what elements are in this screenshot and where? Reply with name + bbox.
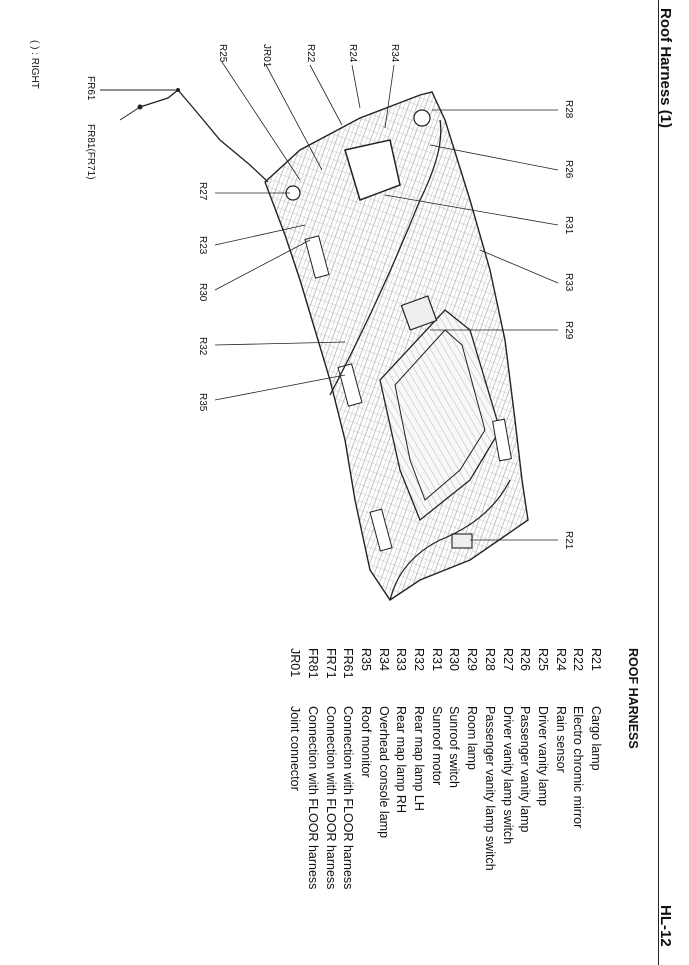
- harness-wire: [140, 90, 268, 182]
- legend-code: FR81: [305, 648, 320, 679]
- callout-fr61: FR61: [85, 76, 96, 101]
- legend-description: Roof monitor: [358, 706, 373, 778]
- legend-description: Overhead console lamp: [376, 706, 391, 839]
- callout-r31: R31: [563, 216, 574, 235]
- callout-fr81: FR81(FR71): [85, 124, 96, 180]
- callout-r28: R28: [563, 100, 574, 119]
- legend-description: Driver vanity lamp switch: [500, 706, 515, 845]
- legend-description: Room lamp: [465, 706, 480, 770]
- legend-code: R33: [394, 648, 409, 671]
- legend-description: Connection with FLOOR harness: [323, 706, 338, 890]
- legend-code: R25: [535, 648, 550, 671]
- callout-jr01: JR01: [261, 44, 272, 68]
- legend-description: Rain sensor: [553, 706, 568, 773]
- legend-item: [412, 648, 426, 811]
- legend-heading: ROOF HARNESS: [626, 648, 640, 749]
- legend-code: R21: [589, 648, 603, 671]
- legend-code: R30: [447, 648, 462, 671]
- legend-description: Passenger vanity lamp switch: [482, 706, 497, 871]
- legend-code: FR71: [323, 648, 338, 679]
- callout-r32: R32: [197, 337, 208, 356]
- callout-r25: R25: [217, 44, 228, 63]
- legend-code: R22: [571, 648, 586, 671]
- page-title: Roof Harness (1): [657, 8, 674, 129]
- legend-description: Rear map lamp RH: [394, 706, 409, 813]
- callout-r22: R22: [305, 44, 316, 63]
- legend-description: Connection with FLOOR harness: [305, 706, 320, 890]
- callout-r29: R29: [563, 321, 574, 340]
- legend-item: [536, 648, 550, 806]
- callout-r34: R34: [389, 44, 400, 63]
- legend-code: R32: [412, 648, 426, 671]
- legend-item: [324, 648, 338, 889]
- legend-description: Rear map lamp LH: [412, 706, 426, 811]
- legend-description: Sunroof switch: [447, 706, 462, 788]
- legend-item: [554, 648, 568, 773]
- page-code: HL-12: [657, 905, 674, 947]
- callout-r24: R24: [347, 44, 358, 63]
- legend-code: R26: [518, 648, 533, 671]
- legend-item: [359, 648, 373, 778]
- legend-item: [377, 648, 391, 838]
- legend-code: R35: [358, 648, 373, 671]
- callout-r33: R33: [563, 273, 574, 292]
- legend-code: R28: [482, 648, 497, 671]
- legend-description: Electro chromic mirror: [571, 706, 586, 829]
- callout-r23: R23: [197, 236, 208, 255]
- legend-description: Joint connector: [288, 706, 303, 791]
- legend-code: R29: [465, 648, 480, 671]
- legend-description: Sunroof motor: [429, 706, 444, 786]
- callout-r26: R26: [563, 160, 574, 179]
- legend-item: [483, 648, 497, 871]
- legend-code: JR01: [288, 648, 303, 678]
- legend-item: [571, 648, 585, 828]
- legend-item: [501, 648, 515, 844]
- legend-code: R24: [553, 648, 568, 671]
- legend-item: [518, 648, 532, 832]
- legend-code: FR61: [341, 648, 356, 679]
- legend-item: [430, 648, 444, 785]
- legend-item: [341, 648, 355, 889]
- legend-description: Passenger vanity lamp: [518, 706, 533, 833]
- legend-code: R31: [429, 648, 444, 671]
- legend-item: [288, 648, 302, 791]
- legend-item: [465, 648, 479, 770]
- legend-item: [589, 648, 603, 771]
- legend-item: [447, 648, 461, 788]
- callout-r27: R27: [197, 182, 208, 201]
- legend-description: Cargo lamp: [589, 706, 603, 771]
- legend-item: [394, 648, 408, 813]
- callout-r21: R21: [563, 531, 574, 550]
- legend-code: R27: [500, 648, 515, 671]
- cargo-lamp-shape: [452, 534, 472, 548]
- callout-r30: R30: [197, 283, 208, 302]
- legend-code: R34: [376, 648, 391, 671]
- legend-item: [306, 648, 320, 889]
- callout-r35: R35: [197, 393, 208, 412]
- legend-description: Connection with FLOOR harness: [341, 706, 356, 890]
- right-side-note: ( ) : RIGHT: [29, 40, 40, 89]
- legend-description: Driver vanity lamp: [535, 706, 550, 807]
